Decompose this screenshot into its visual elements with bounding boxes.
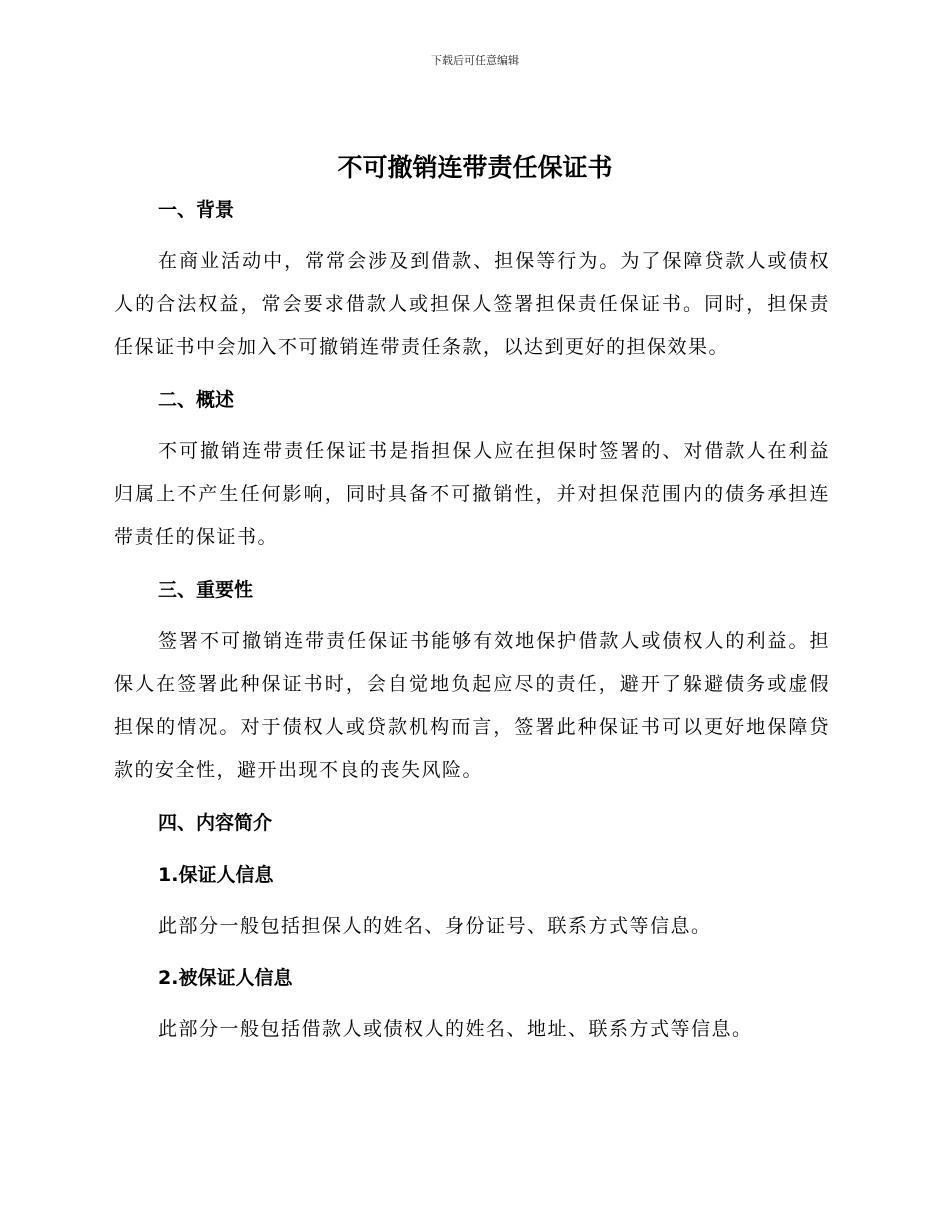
section-heading: 四、内容简介 (158, 812, 273, 834)
section-heading: 三、重要性 (158, 579, 254, 601)
section-paragraph: 不可撤销连带责任保证书是指担保人应在担保时签署的、对借款人在利益归属上不产生任何影响，同时具备不可撤销性，并对担保范围内的债务承担连带责任的保证书。 (114, 440, 830, 548)
section-heading: 一、背景 (158, 199, 235, 221)
subsection-paragraph: 此部分一般包括借款人或债权人的姓名、地址、联系方式等信息。 (158, 1018, 753, 1040)
section-background (114, 188, 830, 369)
subsection-heading: 2.被保证人信息 (158, 967, 293, 989)
subsection-heading: 1.保证人信息 (158, 864, 274, 886)
subsection-guarantor-info (114, 853, 830, 948)
subsection-guaranteed-party-info (114, 956, 830, 1051)
section-paragraph: 在商业活动中，常常会涉及到借款、担保等行为。为了保障贷款人或债权人的合法权益，常会要求借款人或担保人签署担保责任保证书。同时，担保责任保证书中会加入不可撤销连带责任条款，以达到更好的担保效果。 (114, 250, 830, 358)
page-header-note: 下载后可任意编辑 (431, 54, 519, 67)
section-heading: 二、概述 (158, 389, 235, 411)
section-content-summary (114, 801, 830, 1051)
document-body (114, 188, 830, 1051)
subsection-paragraph: 此部分一般包括担保人的姓名、身份证号、联系方式等信息。 (158, 915, 712, 937)
section-importance (114, 568, 830, 792)
document-title: 不可撤销连带责任保证书 (337, 153, 613, 182)
section-overview (114, 378, 830, 559)
section-paragraph: 签署不可撤销连带责任保证书能够有效地保护借款人或债权人的利益。担保人在签署此种保证书时，会自觉地负起应尽的责任，避开了躲避债务或虚假担保的情况。对于债权人或贷款机构而言，签署此种保证书可以更好地保障贷款的安全性，避开出现不良的丧失风险。 (114, 630, 830, 781)
